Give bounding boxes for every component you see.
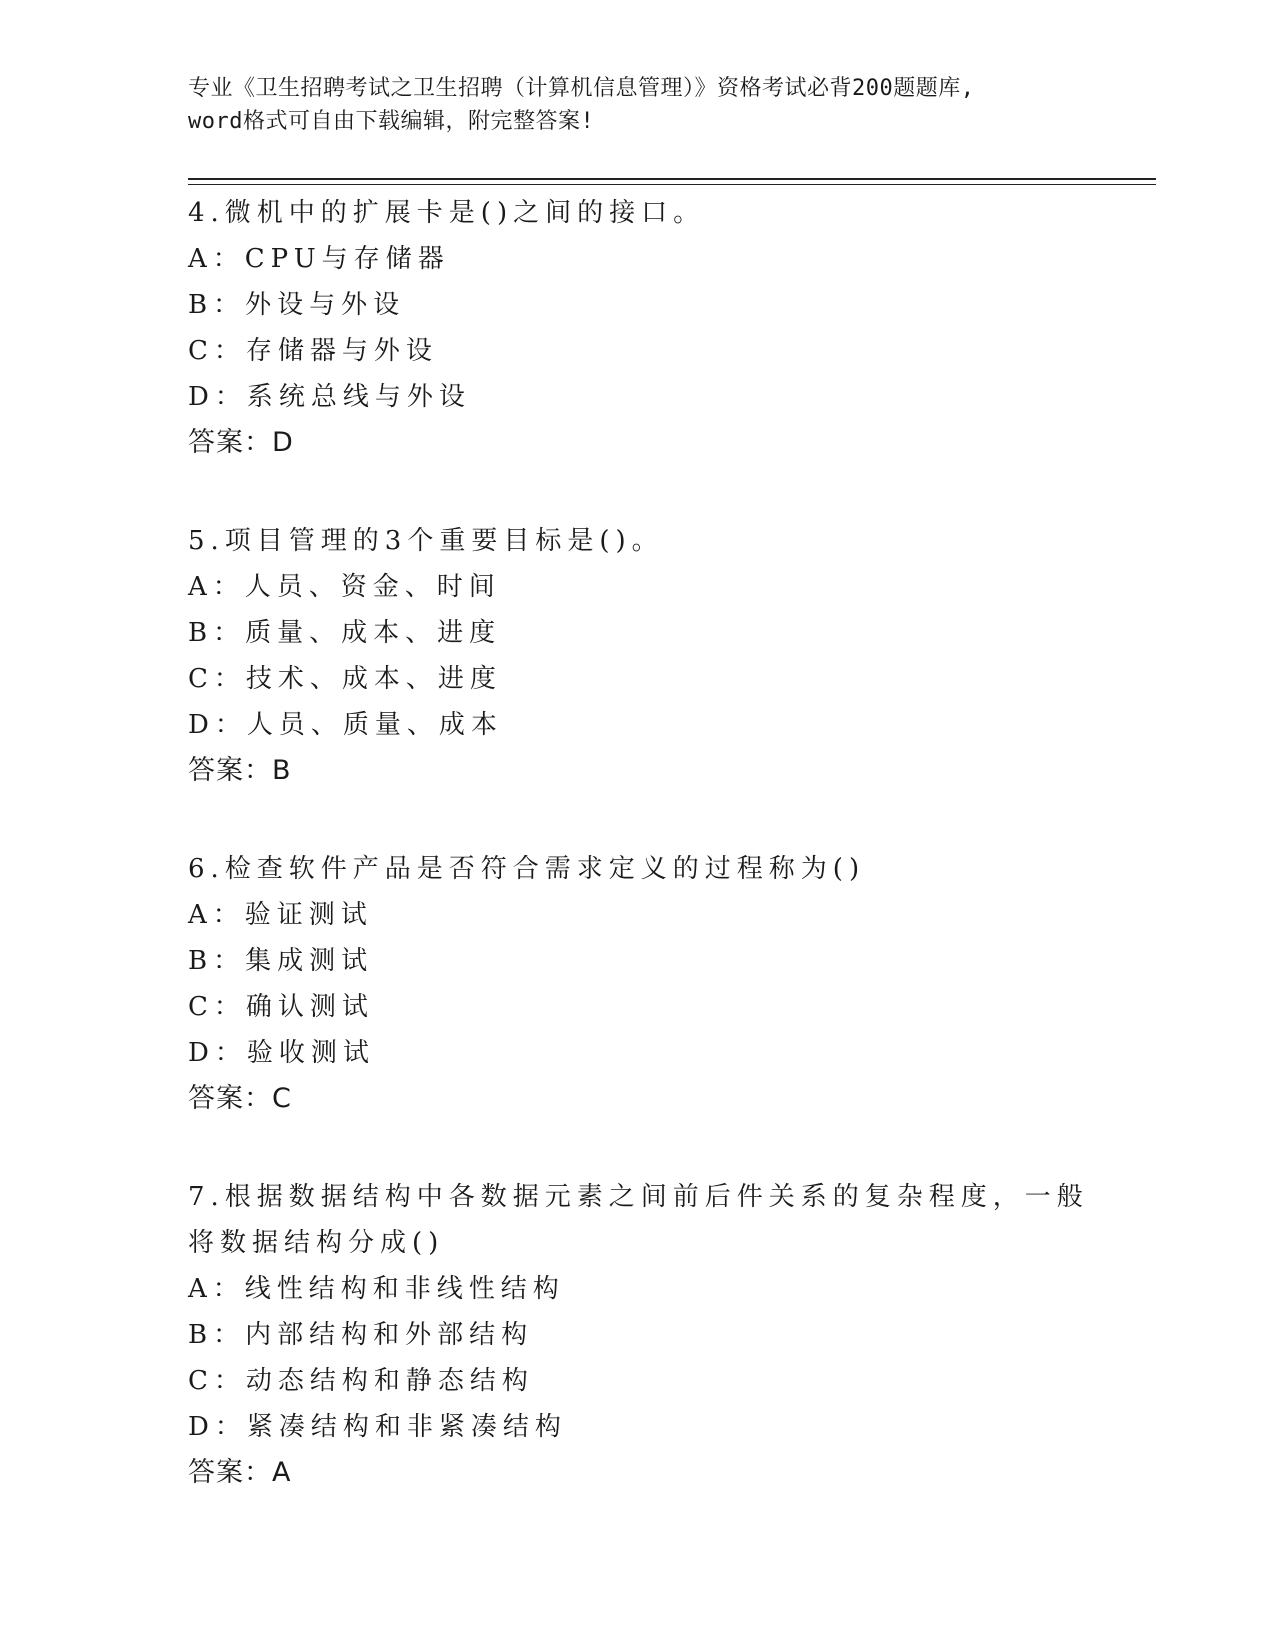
option-d: D：系统总线与外设 [188, 382, 471, 412]
question-item [188, 190, 1108, 466]
option-a: A：验证测试 [188, 900, 373, 930]
question-text: 6.检查软件产品是否符合需求定义的过程称为() [188, 854, 866, 884]
answer-line [188, 748, 1108, 794]
question-item [188, 846, 1108, 1122]
header-divider-thin [188, 184, 1156, 185]
answer-label: 答案： [188, 427, 272, 458]
answer-line [188, 1450, 1108, 1496]
question-list [188, 190, 1108, 1548]
option-d: D：人员、质量、成本 [188, 710, 503, 740]
question-item [188, 518, 1108, 794]
question-text: 4.微机中的扩展卡是()之间的接口。 [188, 198, 706, 228]
question-text: 7.根据数据结构中各数据元素之间前后件关系的复杂程度，一般将数据结构分成() [188, 1182, 1089, 1258]
option-a: A：线性结构和非线性结构 [188, 1274, 565, 1304]
option-c: C：确认测试 [188, 992, 374, 1022]
option-c: C：存储器与外设 [188, 336, 438, 366]
option-d: D：验收测试 [188, 1038, 375, 1068]
option-b: B：质量、成本、进度 [188, 618, 502, 648]
question-item [188, 1174, 1108, 1496]
answer-label: 答案： [188, 1457, 272, 1488]
option-a: A：人员、资金、时间 [188, 572, 501, 602]
answer-label: 答案： [188, 1083, 272, 1114]
option-d: D：紧凑结构和非紧凑结构 [188, 1412, 567, 1442]
header-divider-thick [188, 178, 1156, 180]
option-b: B：内部结构和外部结构 [188, 1320, 534, 1350]
answer-label: 答案： [188, 755, 272, 786]
option-b: B：外设与外设 [188, 290, 406, 320]
option-c: C：动态结构和静态结构 [188, 1366, 534, 1396]
option-b: B：集成测试 [188, 946, 374, 976]
answer-value: B [272, 755, 292, 786]
answer-line [188, 420, 1108, 466]
option-c: C：技术、成本、进度 [188, 664, 502, 694]
question-text: 5.项目管理的3个重要目标是()。 [188, 526, 664, 556]
header-line-1: 专业《卫生招聘考试之卫生招聘（计算机信息管理）》资格考试必背200题题库, [188, 76, 975, 101]
answer-line [188, 1076, 1108, 1122]
document-header [188, 72, 1088, 138]
answer-value: C [272, 1083, 292, 1114]
header-line-2: word格式可自由下载编辑，附完整答案! [188, 109, 595, 134]
answer-value: A [272, 1457, 292, 1488]
option-a: A：CPU与存储器 [188, 244, 450, 274]
answer-value: D [272, 427, 294, 458]
